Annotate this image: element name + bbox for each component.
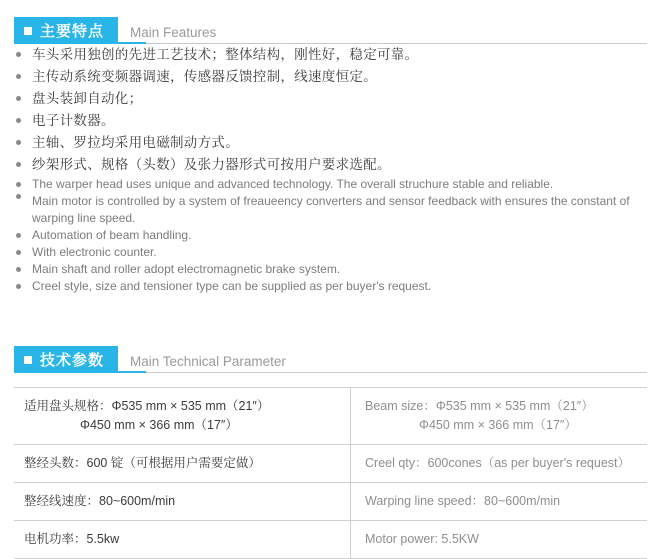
list-item: 主传动系统变频器调速，传感器反馈控制，线速度恒定。 (14, 66, 647, 88)
spec-table-wrapper (14, 387, 647, 559)
list-item: Automation of beam handling. (14, 227, 647, 244)
spec-text-second-line: Φ450 mm × 366 mm（17″） (419, 418, 577, 432)
list-item: 电子计数器。 (14, 110, 647, 132)
list-item: The warper head uses unique and advanced technology. The overall struchure stable and reliable. (14, 176, 647, 193)
spec-text: Beam size：Φ535 mm × 535 mm（21″） (365, 399, 594, 413)
spec-text: 适用盘头规格：Φ535 mm × 535 mm（21″） (24, 399, 270, 413)
table-row (14, 445, 647, 483)
heading-rule-accent (14, 371, 146, 373)
spec-cell-en: Creel qty：600cones（as per buyer's request） (351, 445, 648, 483)
spec-cell-cn: 电机功率：5.5kw (14, 521, 351, 559)
main-features-title-cn: 主要特点 (40, 23, 105, 40)
spec-cell-cn: 整经线速度：80~600m/min (14, 483, 351, 521)
technical-parameter-heading (14, 339, 647, 373)
list-item: 主轴、罗拉均采用电磁制动方式。 (14, 132, 647, 154)
spec-cell-en: Motor power: 5.5KW (351, 521, 648, 559)
technical-parameter-title-en: Main Technical Parameter (130, 354, 286, 369)
spec-cell-cn: 整经头数：600 锭（可根据用户需要定做） (14, 445, 351, 483)
spec-text-second-line: Φ450 mm × 366 mm（17″） (80, 418, 238, 432)
list-item: 盘头装卸自动化； (14, 88, 647, 110)
list-item: Creel style, size and tensioner type can be supplied as per buyer's request. (14, 278, 647, 295)
table-row (14, 388, 647, 445)
list-item: Main motor is controlled by a system of freaueency converters and sensor feedback with ensures the constant of warping line speed. (14, 193, 647, 227)
features-list-en (14, 176, 647, 295)
technical-parameter-title-tab (14, 346, 118, 373)
table-row (14, 483, 647, 521)
technical-parameter-title-cn: 技术参数 (40, 352, 105, 369)
spec-table (14, 388, 647, 559)
square-bullet-icon (24, 27, 32, 35)
product-spec-page (0, 10, 661, 546)
main-features-heading (14, 10, 647, 44)
main-features-title-en: Main Features (130, 25, 217, 40)
features-list-cn (14, 44, 647, 176)
list-item: 车头采用独创的先进工艺技术；整体结构，刚性好，稳定可靠。 (14, 44, 647, 66)
list-item: Main shaft and roller adopt electromagnetic brake system. (14, 261, 647, 278)
spec-cell-cn (14, 388, 351, 445)
spec-cell-en (351, 388, 648, 445)
list-item: 纱架形式、规格（头数）及张力器形式可按用户要求选配。 (14, 154, 647, 176)
list-item: With electronic counter. (14, 244, 647, 261)
table-row (14, 521, 647, 559)
square-bullet-icon (24, 356, 32, 364)
main-features-title-tab (14, 17, 118, 44)
spec-cell-en: Warping line speed：80~600m/min (351, 483, 648, 521)
